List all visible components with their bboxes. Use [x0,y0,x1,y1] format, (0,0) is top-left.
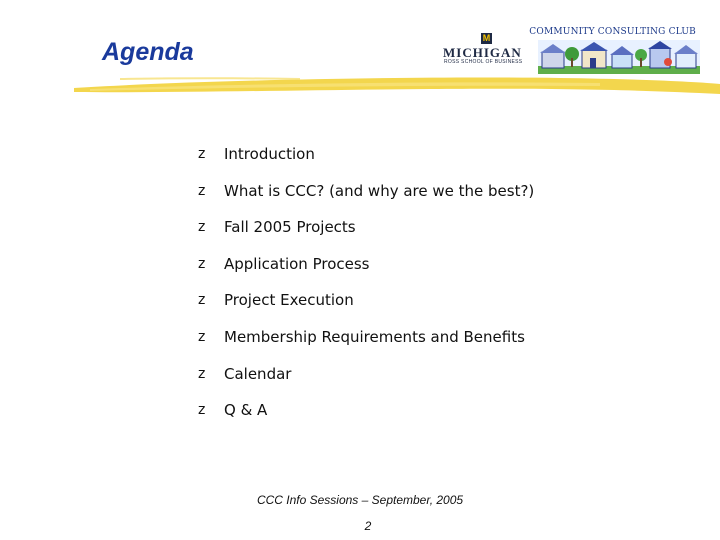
bullet-icon: z [198,219,206,236]
bullet-icon: z [198,292,206,309]
agenda-item [198,365,534,402]
agenda-item-label: Membership Requirements and Benefits [224,327,525,346]
agenda-item-label: Calendar [224,364,292,383]
bullet-icon: z [198,328,206,345]
agenda-item-label: Fall 2005 Projects [224,218,356,237]
michigan-ross-logo [443,33,531,65]
agenda-item-label: Project Execution [224,291,354,310]
agenda-item [198,218,534,255]
agenda-item [198,255,534,292]
club-name: COMMUNITY CONSULTING CLUB [529,27,696,37]
logo-wordmark: MICHIGAN [443,45,522,60]
agenda-item-label: Q & A [224,401,268,420]
agenda-item [198,291,534,328]
agenda-item-label: Introduction [224,145,315,163]
agenda-item [198,145,534,182]
agenda-item [198,328,534,365]
agenda-item [198,401,534,438]
bullet-icon: z [198,146,206,162]
footer-caption: CCC Info Sessions – September, 2005 [256,493,464,507]
agenda-item-label: Application Process [224,254,370,273]
block-m-icon: M [482,33,491,43]
page-number: 2 [364,519,372,533]
page-title: Agenda [102,38,194,66]
bullet-icon: z [198,255,206,272]
highlighter-stroke [0,68,720,102]
bullet-icon: z [198,402,206,419]
bullet-icon: z [198,182,206,199]
agenda-item-label: What is CCC? (and why are we the best?) [224,181,535,200]
bullet-icon: z [198,365,206,382]
logo-subtitle: ROSS SCHOOL OF BUSINESS [444,59,523,65]
agenda-item [198,182,534,219]
agenda-list [198,145,534,438]
